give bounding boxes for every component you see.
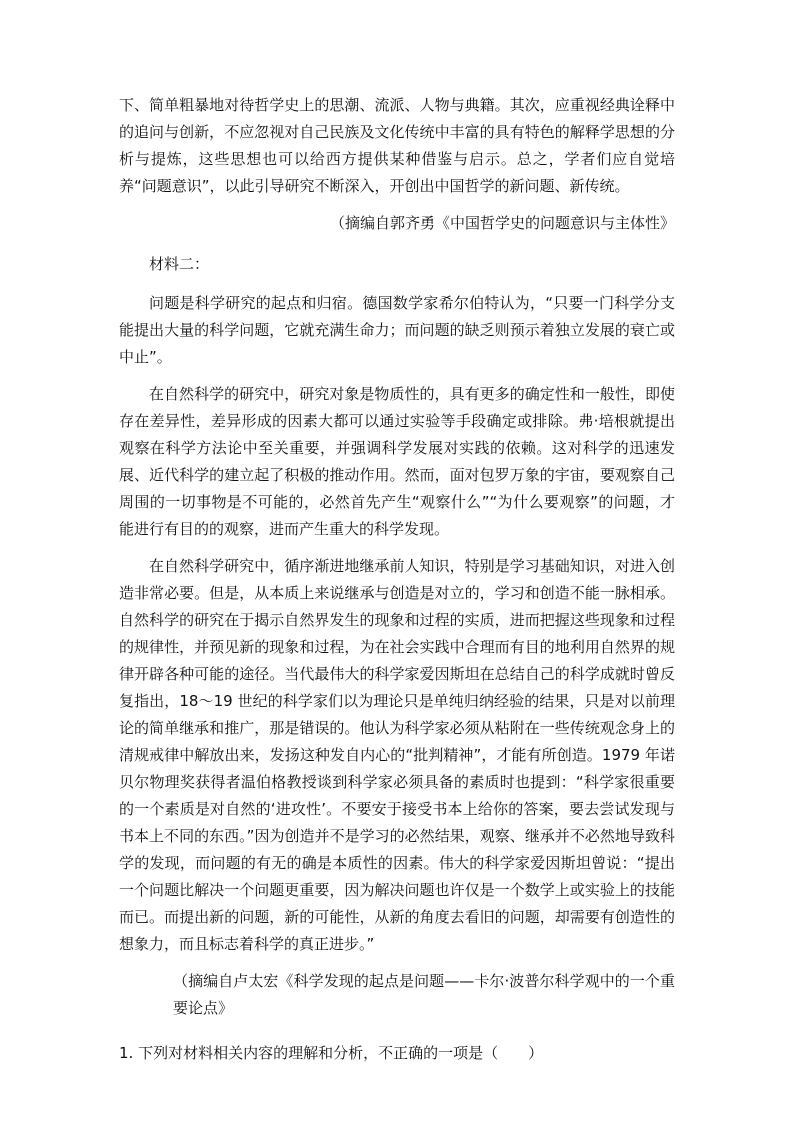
intro-paragraph: 下、简单粗暴地对待哲学史上的思潮、流派、人物与典籍。其次，应重视经典诠释中的追问与创新，不应忽视对自己民族及文化传统中丰富的具有特色的解释学思想的分析与提炼，这些思想也可以给西方提供某种借鉴与启示。总之，学者们应自觉培养“问题意识”，以此引导研究不断深入，开创出中国哲学的新问题、新传统。 xyxy=(119,96,675,195)
material-two-heading: 材料二： xyxy=(149,255,210,273)
source-citation-two: （摘编自卢太宏《科学发现的起点是问题——卡尔·波普尔科学观中的一个重要论点》 xyxy=(173,972,675,1017)
document-body xyxy=(119,92,675,1067)
paragraph-natural-science-research: 在自然科学的研究中，研究对象是物质性的，具有更多的确定性和一般性，即使存在差异性，差异形成的因素大都可以通过实验等手段确定或排除。弗·培根就提出观察在科学方法论中至关重要，并强调科学发展对实践的依赖。这对科学的迅速发展、近代科学的建立起了积极的推动作用。然而，面对包罗万象的宇宙，要观察自己周围的一切事物是不可能的，必然首先产生“观察什么”“为什么要观察”的问题，才能进行有目的的观察，进而产生重大的科学发现。 xyxy=(119,385,675,538)
paragraph-problem-is-start: 问题是科学研究的起点和归宿。德国数学家希尔伯特认为，“只要一门科学分支能提出大量的科学问题，它就充满生命力；而问题的缺乏则预示着独立发展的衰亡或中止”。 xyxy=(119,294,675,366)
source-citation-one: （摘编自郭齐勇《中国哲学史的问题意识与主体性》 xyxy=(329,214,675,232)
paragraph-inheritance-and-creation: 在自然科学研究中，循序渐进地继承前人知识，特别是学习基础知识，对进入创造非常必要。但是，从本质上来说继承与创造是对立的，学习和创造不能一脉相承。自然科学的研究在于揭示自然界发生的现象和过程的实质，进而把握这些现象和过程的规律性，并预见新的现象和过程，为在社会实践中合理而有目的地利用自然界的规律开辟各种可能的途径。当代最伟大的科学家爱因斯坦在总结自己的科学成就时曾反复指出，18～19 世纪的科学家们以为理论只是单纯归纳经验的结果，只是对以前理论的简单继承和推广，那是错误的。他认为科学家必须从粘附在一些传统观念身上的清规戒律中解放出来，发扬这种发自内心的“批判精神”，才能有所创造。1979 年诺贝尔物理奖获得者温伯格教授谈到科学家必须具备的素质时也提到：“科学家很重要的一个素质是对自然的‘进攻性’。不要安于接受书本上给你的答案，要去尝试发现与书本上不同的东西。”因为创造并不是学习的必然结果，观察、继承并不必然地导致科学的发现，而问题的有无的确是本质性的因素。伟大的科学家爱因斯坦曾说：“提出一个问题比解决一个问题更重要，因为解决问题也许仅是一个数学上或实验上的技能而已。而提出新的问题，新的可能性，从新的角度去看旧的问题，却需要有创造性的想象力，而且标志着科学的真正进步。” xyxy=(119,557,675,953)
question-one: 1. 下列对材料相关内容的理解和分析，不正确的一项是（ ） xyxy=(119,1044,544,1062)
